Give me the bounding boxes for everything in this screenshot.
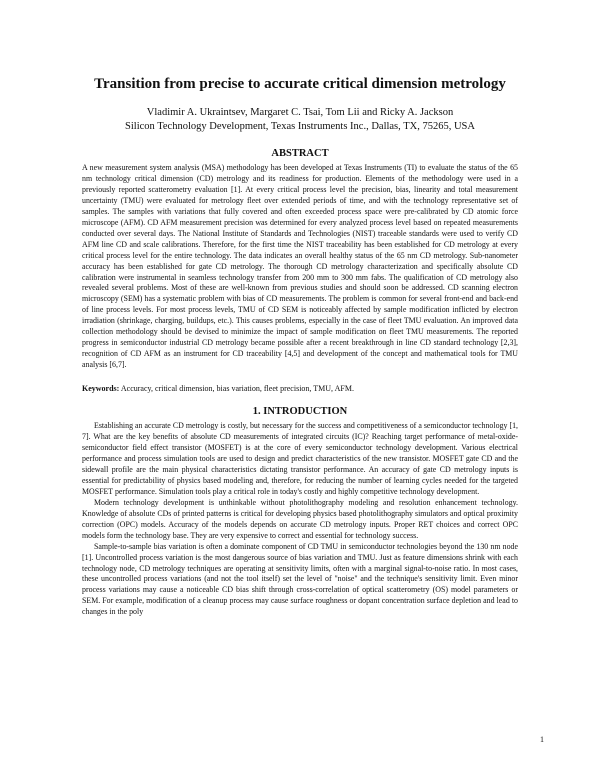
- author-affiliation: Silicon Technology Development, Texas Instruments Inc., Dallas, TX, 75265, USA: [125, 121, 475, 132]
- section-heading-introduction: 1. INTRODUCTION: [252, 406, 348, 418]
- abstract-text: A new measurement system analysis (MSA) methodology has been developed at Texas Instruments (TI) to evaluate the status of the 65 nm technology critical dimension (CD) metrology and its readiness for production. Elements of the methodology were used in a previously reported scatterometry evaluation [1]. At every critical process level the precision, bias, linearity and total measurement uncertainty (TMU) were evaluated for metrology fleet over extended periods of time, and with the technology representative set of samples. The samples with variations that fully covered and often exceeded process space were pre-calibrated by CD atomic force microscope (AFM). CD AFM measurement precision was determined for every analyzed process level based on repeated measurements conducted over several days. The National Institute of Standards and Technologies (NIST) traceable standards were used to verify CD AFM line CD and scale calibrations. Therefore, for the first time the NIST traceability has been established for CD metrology at every critical process level for the entire technology. The data indicates an overall healthy status of the 65 nm CD metrology. Sub-nanometer accuracy has been established for gate CD metrology. The thorough CD metrology characterization and specifically absolute CD calibration were instrumental in seamless technology transfer from 200 mm to 300 mm fabs. The qualification of CD metrology also revealed several problems. Most of these are well-known from previous studies and should soon be addressed. CD scanning electron microscopy (SEM) has a systematic problem with bias of CD measurements. The problem is common for several front-end and back-end of line process levels. For most process levels, TMU of CD SEM is noticeably affected by sample modification inflicted by electron irradiation (shrinkage, charging, buildups, etc.). This causes problems, especially in the case of fleet TMU evaluation. An improved data collection methodology should be devised to minimize the impact of sample modification on fleet TMU measurements. The reported progress in semiconductor industrial CD metrology became possible after a recent breakthrough in line CD standard technology [2,3], recognition of CD AFM as an instrument for CD traceability [4,5] and development of the concept and mathematical tools for TMU analysis [6,7].: [82, 163, 518, 370]
- abstract-heading: ABSTRACT: [271, 148, 329, 159]
- keywords-line: [82, 383, 518, 394]
- page-number: 1: [540, 735, 544, 744]
- author-names: Vladimir A. Ukraintsev, Margaret C. Tsai, Tom Lii and Ricky A. Jackson: [146, 107, 454, 118]
- intro-paragraph: Sample-to-sample bias variation is often a dominate component of CD TMU in semiconductor technologies beyond the 130 nm node [1]. Uncontrolled process variation is the most dangerous source of bias variation and TMU. Just as feature dimensions shrink with each technology node, CD metrology techniques are operating at sensitivity limits, often with a marginal signal-to-noise ratio. In most cases, these uncontrolled process variations (and not the tool itself) set the level of "noise" and the technique's sensitivity limit. Even minor process variations may cause a noticeable CD bias shift through cross-correlation of optical scatterometry (OS) model parameters or SEM. For example, modification of a cleanup process may cause surface roughness or dopant concentration surface depletion and lead to changes in the poly: [82, 541, 518, 617]
- intro-paragraph: Modern technology development is unthinkable without photolithography modeling and resolution enhancement technology. Knowledge of absolute CDs of printed patterns is critical for developing physics based photolithography simulators and optical proximity correction (OPC) models. Accuracy of the models depends on accurate CD metrology inputs. Proper RET choices and correct OPC models form the technology base. They are very expensive to correct and essential for technology success.: [82, 497, 518, 540]
- keywords-label: Keywords:: [82, 384, 120, 394]
- intro-paragraph: Establishing an accurate CD metrology is costly, but necessary for the success and competitiveness of a semiconductor technology [1, 7]. What are the key benefits of absolute CD measurements of integrated circuits (IC)? Reaching target performance of metal-oxide-semiconductor field effect transistor (MOSFET) is at the core of every semiconductor technology development. Various electrical performance and process simulation tools are used to design and predict characteristics of the new transistor. MOSFET gate CD and the sidewall profile are the main physical characteristics dictating transistor performance. An accuracy of gate CD metrology inputs is essential for predictability of physics based modeling and, therefore, for reducing the number of learning cycles needed for the targeted MOSFET performance. Simulation tools play a critical role in today's costly and highly competitive technology development.: [82, 421, 518, 496]
- paper-title: Transition from precise to accurate critical dimension metrology: [94, 76, 506, 92]
- author-block: [82, 106, 518, 134]
- keywords-list: Accuracy, critical dimension, bias variation, fleet precision, TMU, AFM.: [120, 384, 354, 394]
